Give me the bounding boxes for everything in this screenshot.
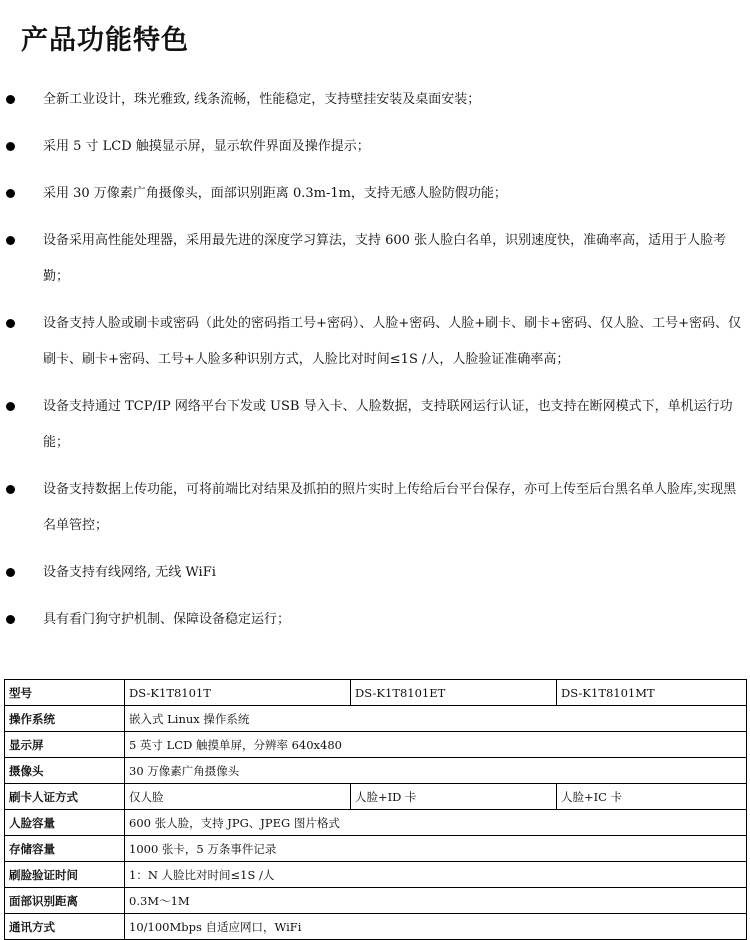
spec-label: 型号 [5,680,125,706]
feature-item [0,389,750,461]
table-row [5,758,747,784]
bullet-icon [6,319,15,328]
feature-text: 设备支持数据上传功能，可将前端比对结果及抓拍的照片实时上传给后台平台保存，亦可上传至后台黑名单人脸库,实现黑名单管控； [43,482,737,533]
bullet-icon [6,142,15,151]
spec-value: 人脸+IC 卡 [557,784,747,810]
bullet-icon [6,236,15,245]
feature-text: 全新工业设计，珠光雅致, 线条流畅，性能稳定，支持壁挂安装及桌面安装； [43,92,481,107]
bullet-icon [6,95,15,104]
spec-label: 人脸容量 [5,810,125,836]
table-row [5,706,747,732]
feature-text: 采用 30 万像素广角摄像头，面部识别距离 0.3m-1m，支持无感人脸防假功能； [43,186,507,201]
feature-text: 设备支持人脸或刷卡或密码（此处的密码指工号+密码）、人脸+密码、人脸+刷卡、刷卡+密码、仅人脸、工号+密码、仅刷卡、刷卡+密码、工号+人脸多种识别方式，人脸比对时间≤1S /人，人脸验证准确率高； [43,316,741,367]
table-row [5,732,747,758]
feature-item [0,129,750,165]
feature-item [0,176,750,212]
feature-list [0,82,750,649]
spec-value: 人脸+ID 卡 [351,784,557,810]
spec-value: DS-K1T8101ET [351,680,557,706]
bullet-icon [6,615,15,624]
spec-label: 操作系统 [5,706,125,732]
table-row [5,784,747,810]
bullet-icon [6,402,15,411]
spec-value: 1：N 人脸比对时间≤1S /人 [125,862,747,888]
table-row [5,862,747,888]
feature-text: 设备采用高性能处理器，采用最先进的深度学习算法，支持 600 张人脸白名单，识别速度快，准确率高，适用于人脸考勤； [43,233,727,284]
spec-label: 刷卡人证方式 [5,784,125,810]
feature-item [0,223,750,295]
spec-label: 通讯方式 [5,914,125,940]
feature-text: 具有看门狗守护机制、保障设备稳定运行； [43,612,291,627]
feature-item [0,306,750,378]
spec-value: 600 张人脸，支持 JPG、JPEG 图片格式 [125,810,747,836]
feature-text: 采用 5 寸 LCD 触摸显示屏，显示软件界面及操作提示； [43,139,370,154]
table-row [5,914,747,940]
feature-text: 设备支持有线网络, 无线 WiFi [43,565,216,580]
spec-value: 0.3M～1M [125,888,747,914]
spec-label: 面部识别距离 [5,888,125,914]
feature-item [0,602,750,638]
table-row [5,680,747,706]
spec-value: 1000 张卡，5 万条事件记录 [125,836,747,862]
spec-value: DS-K1T8101MT [557,680,747,706]
bullet-icon [6,568,15,577]
table-row [5,810,747,836]
bullet-icon [6,189,15,198]
spec-value: 5 英寸 LCD 触摸单屏，分辨率 640x480 [125,732,747,758]
spec-value: 嵌入式 Linux 操作系统 [125,706,747,732]
spec-value: 仅人脸 [125,784,351,810]
spec-label: 存储容量 [5,836,125,862]
bullet-icon [6,485,15,494]
feature-item [0,82,750,118]
spec-value: 10/100Mbps 自适应网口，WiFi [125,914,747,940]
spec-label: 刷脸验证时间 [5,862,125,888]
spec-value: 30 万像素广角摄像头 [125,758,747,784]
spec-label: 摄像头 [5,758,125,784]
spec-value: DS-K1T8101T [125,680,351,706]
table-row [5,836,747,862]
feature-item [0,472,750,544]
spec-table [4,679,747,940]
feature-item [0,555,750,591]
spec-label: 显示屏 [5,732,125,758]
feature-text: 设备支持通过 TCP/IP 网络平台下发或 USB 导入卡、人脸数据，支持联网运行认证，也支持在断网模式下，单机运行功能； [43,399,733,450]
table-row [5,888,747,914]
page-title: 产品功能特色 [21,25,189,56]
